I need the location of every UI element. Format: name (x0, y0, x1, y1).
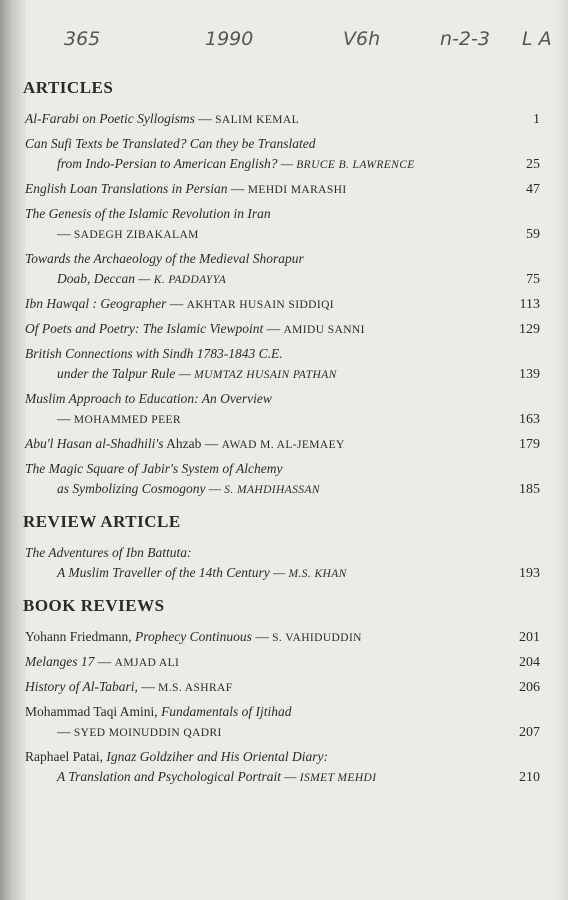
entry-page-number: 1 (533, 112, 540, 127)
entry-author: MEHDI MARASHI (247, 184, 347, 196)
entry-title: The Genesis of the Islamic Revolution in Iran (25, 206, 271, 221)
entry-title: Can Sufi Texts be Translated? Can they be Translated (25, 136, 316, 151)
toc-entry: Abu'l Hasan al-Shadhili's Ahzab — AWAD M. AL-JEMAEY 179 (25, 434, 525, 455)
entry-title: The Adventures of Ibn Battuta: (25, 545, 192, 560)
entry-title-cont: Doab, Deccan — K. PADDAYYA (57, 271, 227, 286)
toc-entry: Of Poets and Poetry: The Islamic Viewpoint — AMIDU SANNI 129 (25, 319, 525, 340)
entry-title: British Connections with Sindh 1783-1843 C.E. (25, 346, 283, 361)
entry-title: Towards the Archaeology of the Medieval Shorapur (25, 251, 304, 266)
entry-page-number: 25 (526, 157, 540, 172)
toc-entry (25, 344, 540, 385)
toc-entry (25, 747, 540, 788)
entry-title-cont: A Muslim Traveller of the 14th Century — M.S. KHAN (57, 565, 347, 580)
entry-author: AMIDU SANNI (283, 324, 365, 336)
entry-title-cont: under the Talpur Rule — MUMTAZ HUSAIN PATHAN (57, 366, 337, 381)
entry-page-number: 204 (519, 655, 540, 670)
section-heading: ARTICLES (23, 78, 114, 97)
entry-page-number: 210 (519, 770, 540, 785)
handwritten-note: V6h (343, 28, 381, 50)
book-spine-shadow (0, 0, 26, 900)
entry-page-number: 47 (526, 182, 540, 197)
handwritten-note: 1990 (205, 28, 254, 50)
entry-title-cont: as Symbolizing Cosmogony — S. MAHDIHASSAN (57, 481, 320, 496)
entry-page-number: 129 (519, 322, 540, 337)
toc-entry: Al-Farabi on Poetic Syllogisms — SALIM KEMAL 1 (25, 109, 525, 130)
entry-author: MUMTAZ HUSAIN PATHAN (194, 369, 337, 381)
entry-title: The Magic Square of Jabir's System of Alchemy (25, 461, 283, 476)
toc-entry (25, 249, 540, 290)
toc-entry (25, 702, 540, 743)
toc-entry (25, 389, 540, 430)
handwritten-note: L A (522, 28, 552, 50)
entry-page-number: 179 (519, 437, 540, 452)
entry-author: ISMET MEHDI (299, 772, 377, 784)
author-line: — MOHAMMED PEER (57, 411, 181, 426)
toc-entry: English Loan Translations in Persian — MEHDI MARASHI 47 (25, 179, 525, 200)
section-heading: BOOK REVIEWS (23, 596, 165, 615)
entry-author: M.S. KHAN (288, 568, 347, 580)
entry-title: Al-Farabi on Poetic Syllogisms (25, 111, 195, 126)
entry-title: Melanges 17 (25, 654, 95, 669)
entry-author: AKHTAR HUSAIN SIDDIQI (186, 299, 335, 311)
author-line: — SADEGH ZIBAKALAM (57, 226, 199, 241)
entry-prefix: Yohann Friedmann, (25, 629, 132, 644)
toc-entry: Melanges 17 — AMJAD ALI 204 (25, 652, 525, 673)
entry-title: Prophecy Continuous (135, 629, 252, 644)
entry-author: BRUCE B. LAWRENCE (296, 159, 415, 171)
entry-page-number: 139 (519, 367, 540, 382)
entry-title: Ignaz Goldziher and His Oriental Diary: (106, 749, 328, 764)
entry-author: SADEGH ZIBAKALAM (73, 229, 199, 241)
entry-page-number: 207 (519, 725, 540, 740)
entry-page-number: 113 (519, 297, 540, 312)
toc-entry: Yohann Friedmann, Prophecy Continuous — S. VAHIDUDDIN 201 (25, 627, 525, 648)
entry-title: Of Poets and Poetry: The Islamic Viewpoint (25, 321, 264, 336)
entry-page-number: 193 (519, 566, 540, 581)
toc-entry: History of Al-Tabari, — M.S. ASHRAF 206 (25, 677, 525, 698)
entry-title: Ibn Hawqal : Geographer (25, 296, 167, 311)
entry-author: S. MAHDIHASSAN (224, 484, 320, 496)
entry-title: Fundamentals of Ijtihad (161, 704, 292, 719)
handwritten-notes (0, 28, 568, 68)
entry-author: SALIM KEMAL (215, 114, 300, 126)
entry-prefix: Raphael Patai, (25, 749, 103, 764)
entry-author: K. PADDAYYA (153, 274, 227, 286)
page-edge-shadow (554, 0, 568, 900)
entry-page-number: 59 (526, 227, 540, 242)
toc-entry (25, 134, 540, 175)
toc-entry: Ibn Hawqal : Geographer — AKHTAR HUSAIN SIDDIQI 113 (25, 294, 525, 315)
entry-author: S. VAHIDUDDIN (272, 632, 362, 644)
entry-page-number: 185 (519, 482, 540, 497)
entry-title-roman: Ahzab (166, 436, 202, 451)
section-heading: REVIEW ARTICLE (23, 512, 181, 531)
entry-title: History of Al-Tabari, (25, 679, 138, 694)
handwritten-note: n-2-3 (440, 28, 490, 50)
entry-title-cont: from Indo-Persian to American English? — BRUCE B. LAWRENCE (57, 156, 415, 171)
toc-entry (25, 204, 540, 245)
entry-author: AWAD M. AL-JEMAEY (221, 439, 345, 451)
entry-author: M.S. ASHRAF (158, 682, 233, 694)
entry-author: MOHAMMED PEER (73, 414, 181, 426)
entry-author: AMJAD ALI (114, 657, 180, 669)
entry-page-number: 206 (519, 680, 540, 695)
handwritten-note: 365 (64, 28, 101, 50)
entry-title: Abu'l Hasan al-Shadhili's (25, 436, 164, 451)
author-line: — SYED MOINUDDIN QADRI (57, 724, 222, 739)
toc-entry (25, 459, 540, 500)
entry-page-number: 163 (519, 412, 540, 427)
toc-entry (25, 543, 540, 584)
entry-page-number: 201 (519, 630, 540, 645)
entry-title: Muslim Approach to Education: An Overview (25, 391, 272, 406)
entry-prefix: Mohammad Taqi Amini, (25, 704, 158, 719)
table-of-contents (23, 78, 540, 792)
entry-author: SYED MOINUDDIN QADRI (73, 727, 222, 739)
entry-title: English Loan Translations in Persian (25, 181, 228, 196)
entry-title-cont: A Translation and Psychological Portrait — ISMET MEHDI (57, 769, 377, 784)
entry-page-number: 75 (526, 272, 540, 287)
